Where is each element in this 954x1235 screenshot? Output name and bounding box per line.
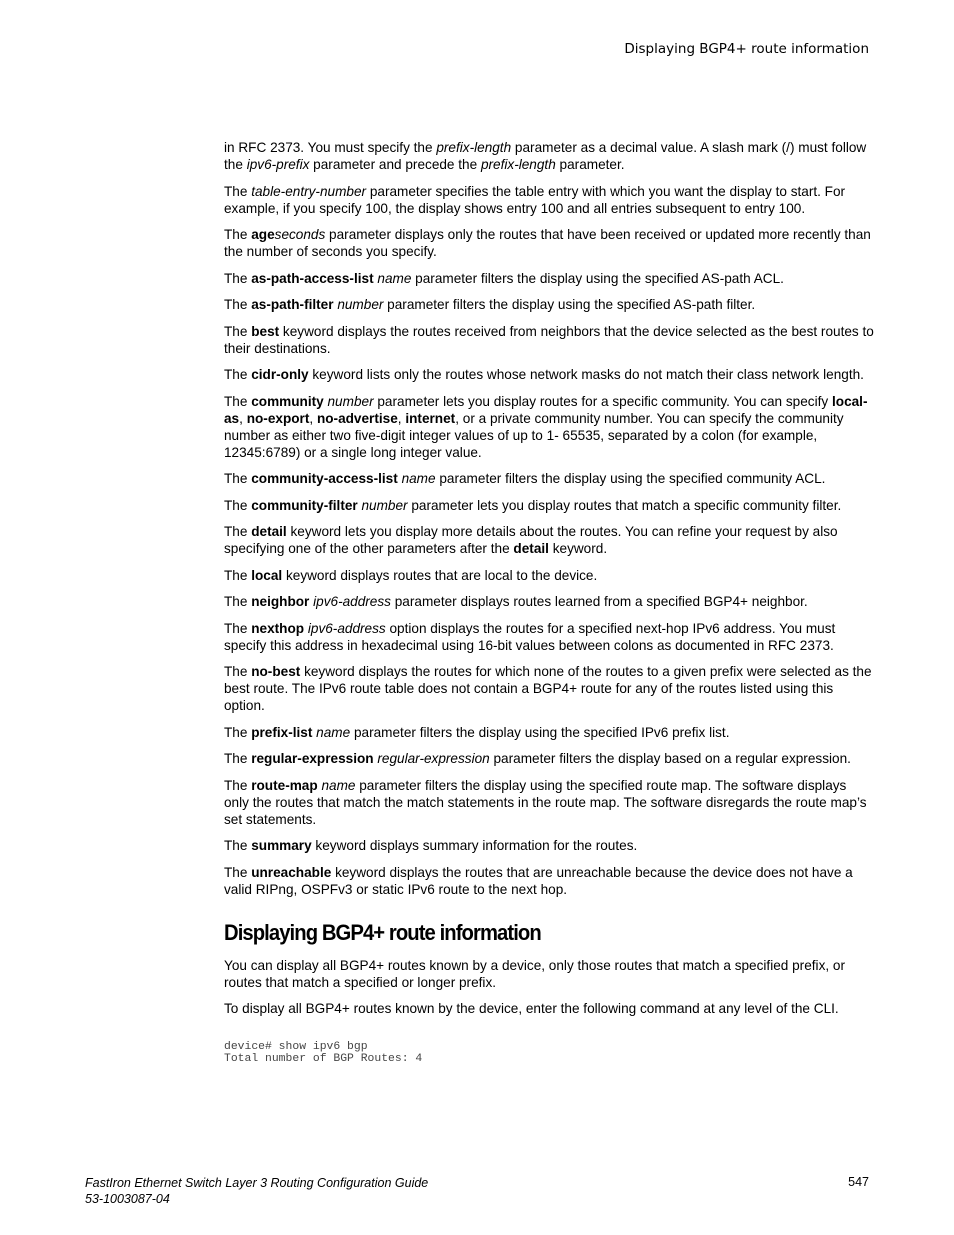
parameter-paragraph [224, 523, 874, 557]
parameter-paragraph [224, 837, 874, 854]
body-text: parameter filters the display using the specified community ACL. [435, 471, 826, 486]
body-text: parameter filters the display using the specified AS-path filter. [383, 297, 756, 312]
variable-text: regular-expression [377, 751, 490, 766]
body-text: parameter lets you display routes for a specific community. You can specify [373, 393, 832, 409]
variable-text: ipv6-address [307, 620, 386, 636]
footer-doc-number: 53-1003087-04 [85, 1192, 170, 1206]
parameter-paragraph [224, 724, 874, 741]
parameter-paragraph [224, 497, 874, 514]
keyword-text: prefix-list [251, 724, 313, 740]
variable-text: name [377, 270, 412, 286]
keyword-text: unreachable [251, 864, 332, 880]
body-text: The [224, 567, 252, 583]
body-text: in RFC 2373. You must specify the [224, 140, 437, 155]
variable-text: number [337, 297, 384, 312]
body-text: keyword displays the routes received from neighbors that the device selected as the best routes to their destinations. [224, 323, 874, 356]
body-text: keyword displays the routes that are unreachable because the device does not have a valid RIPng, OSPFv3 or static IPv6 route to the next hop. [224, 864, 853, 897]
body-text: parameter displays only the routes that have been received or updated more recently than the number of seconds you specify. [224, 227, 871, 259]
body-text: The [224, 777, 252, 793]
keyword-text: regular-expression [251, 751, 374, 766]
keyword-text: community-filter [251, 497, 358, 513]
parameter-descriptions [224, 139, 874, 898]
body-text: The [224, 524, 252, 539]
parameter-paragraph [224, 183, 874, 217]
keyword-text: age [251, 227, 275, 242]
body-text: The [224, 183, 252, 199]
parameter-paragraph [224, 323, 874, 357]
parameter-paragraph [224, 393, 874, 461]
parameter-paragraph [224, 593, 874, 610]
body-text: The [224, 367, 252, 382]
variable-text: prefix-length [480, 157, 556, 172]
body-text: The [224, 838, 252, 853]
body-text: keyword displays routes that are local to the device. [282, 567, 598, 583]
keyword-text: best [251, 323, 280, 339]
keyword-text: route-map [251, 777, 318, 793]
parameter-paragraph [224, 270, 874, 287]
keyword-text: community [251, 393, 324, 409]
body-text: parameter filters the display using the specified IPv6 prefix list. [350, 724, 730, 740]
keyword-text: as-path-access-list [251, 270, 374, 286]
body-text: The [224, 393, 252, 409]
body-text: parameter filters the display using the specified AS-path ACL. [411, 270, 784, 286]
body-text: parameter as a decimal value. A slash mark (/) must follow the [224, 140, 867, 172]
keyword-text: internet [405, 410, 456, 426]
body-text: The [224, 471, 252, 486]
keyword-text: as-path-filter [251, 297, 334, 312]
footer-left [85, 1175, 428, 1207]
variable-text: prefix-length [436, 140, 512, 155]
parameter-paragraph [224, 567, 874, 584]
body-text: The [224, 297, 252, 312]
body-text: The [224, 270, 252, 286]
footer-doc-title: FastIron Ethernet Switch Layer 3 Routing Configuration Guide [85, 1176, 429, 1190]
body-text: parameter displays routes learned from a specified BGP4+ neighbor. [390, 594, 808, 609]
parameter-paragraph [224, 139, 874, 173]
variable-text: number [361, 497, 408, 513]
parameter-paragraph [224, 366, 874, 383]
body-text: , or a private community number. You can specify the community number as either two five-digit integer values of up to 1- 65535, separated by a colon (for example, 12345:6789) or a single long integer value. [224, 410, 844, 460]
body-text: , [397, 410, 406, 426]
body-text: keyword lists only the routes whose network masks do not match their class network length. [308, 367, 864, 382]
keyword-text: no-advertise [316, 410, 398, 426]
body-text: option displays the routes for a specified next-hop IPv6 address. You must specify this address in hexadecimal using 16-bit values between colons as documented in RFC 2373. [224, 620, 836, 653]
body-text: The [224, 664, 252, 679]
body-text: The [224, 594, 252, 609]
variable-text: name [321, 777, 356, 793]
body-text: keyword lets you display more details about the routes. You can refine your request by also specifying one of the other parameters after the [224, 524, 838, 556]
variable-text: table-entry-number [251, 183, 367, 199]
body-text: keyword displays the routes for which none of the routes to a given prefix were selected as the best route. The IPv6 route table does not contain a BGP4+ route for any of the routes listed using this option. [224, 664, 872, 713]
variable-text: ipv6-address [313, 594, 391, 609]
keyword-text: no-best [251, 664, 301, 679]
parameter-paragraph [224, 663, 874, 714]
section-heading: Displaying BGP4+ route information [224, 919, 541, 945]
body-text: parameter. [555, 157, 625, 172]
parameter-paragraph [224, 750, 874, 767]
body-text: The [224, 864, 252, 880]
variable-text: name [316, 724, 351, 740]
keyword-text: community-access-list [251, 471, 398, 486]
parameter-paragraph [224, 470, 874, 487]
body-text: , [309, 410, 317, 426]
body-text: keyword. [548, 541, 608, 556]
variable-text: seconds [274, 227, 326, 242]
variable-text: ipv6-prefix [246, 157, 310, 172]
parameter-paragraph [224, 620, 874, 654]
body-text: parameter lets you display routes that match a specific community filter. [407, 497, 842, 513]
keyword-text: neighbor [251, 594, 310, 609]
keyword-text: detail [251, 524, 287, 539]
body-text: The [224, 751, 252, 766]
running-header: Displaying BGP4+ route information [624, 41, 869, 57]
keyword-text: no-export [246, 410, 310, 426]
body-text: parameter filters the display using the specified route map. The software displays only the routes that match the match statements in the route map. The software disregards the route map’s set statements. [224, 777, 867, 827]
variable-text: name [401, 471, 436, 486]
page-body [224, 139, 874, 1065]
variable-text: number [327, 393, 374, 409]
body-text: The [224, 227, 252, 242]
body-text: parameter and precede the [309, 157, 481, 172]
parameter-paragraph [224, 864, 874, 898]
section-intro-paragraph: You can display all BGP4+ routes known by a device, only those routes that match a specified prefix, or routes that match a specified or longer prefix. [224, 957, 846, 990]
keyword-text: nexthop [251, 620, 305, 636]
keyword-text: detail [513, 541, 549, 556]
body-text: The [224, 497, 252, 513]
parameter-paragraph [224, 296, 874, 313]
body-text: , [239, 410, 247, 426]
section-command-paragraph: To display all BGP4+ routes known by the device, enter the following command at any level of the CLI. [224, 1001, 839, 1016]
parameter-paragraph [224, 777, 874, 828]
body-text: The [224, 323, 252, 339]
cli-code-block: device# show ipv6 bgp Total number of BGP Routes: 4 [224, 1041, 423, 1065]
keyword-text: summary [251, 838, 312, 853]
body-text: parameter filters the display based on a regular expression. [489, 751, 851, 766]
keyword-text: cidr-only [251, 367, 309, 382]
body-text: parameter specifies the table entry with which you want the display to start. For example, if you specify 100, the display shows entry 100 and all entries subsequent to entry 100. [224, 183, 846, 216]
body-text: keyword displays summary information for the routes. [311, 838, 638, 853]
body-text: The [224, 724, 252, 740]
keyword-text: local [251, 567, 283, 583]
parameter-paragraph [224, 226, 874, 260]
keyword-text: local-as [224, 393, 868, 426]
footer-page-number: 547 [848, 1175, 869, 1189]
body-text: The [224, 620, 252, 636]
